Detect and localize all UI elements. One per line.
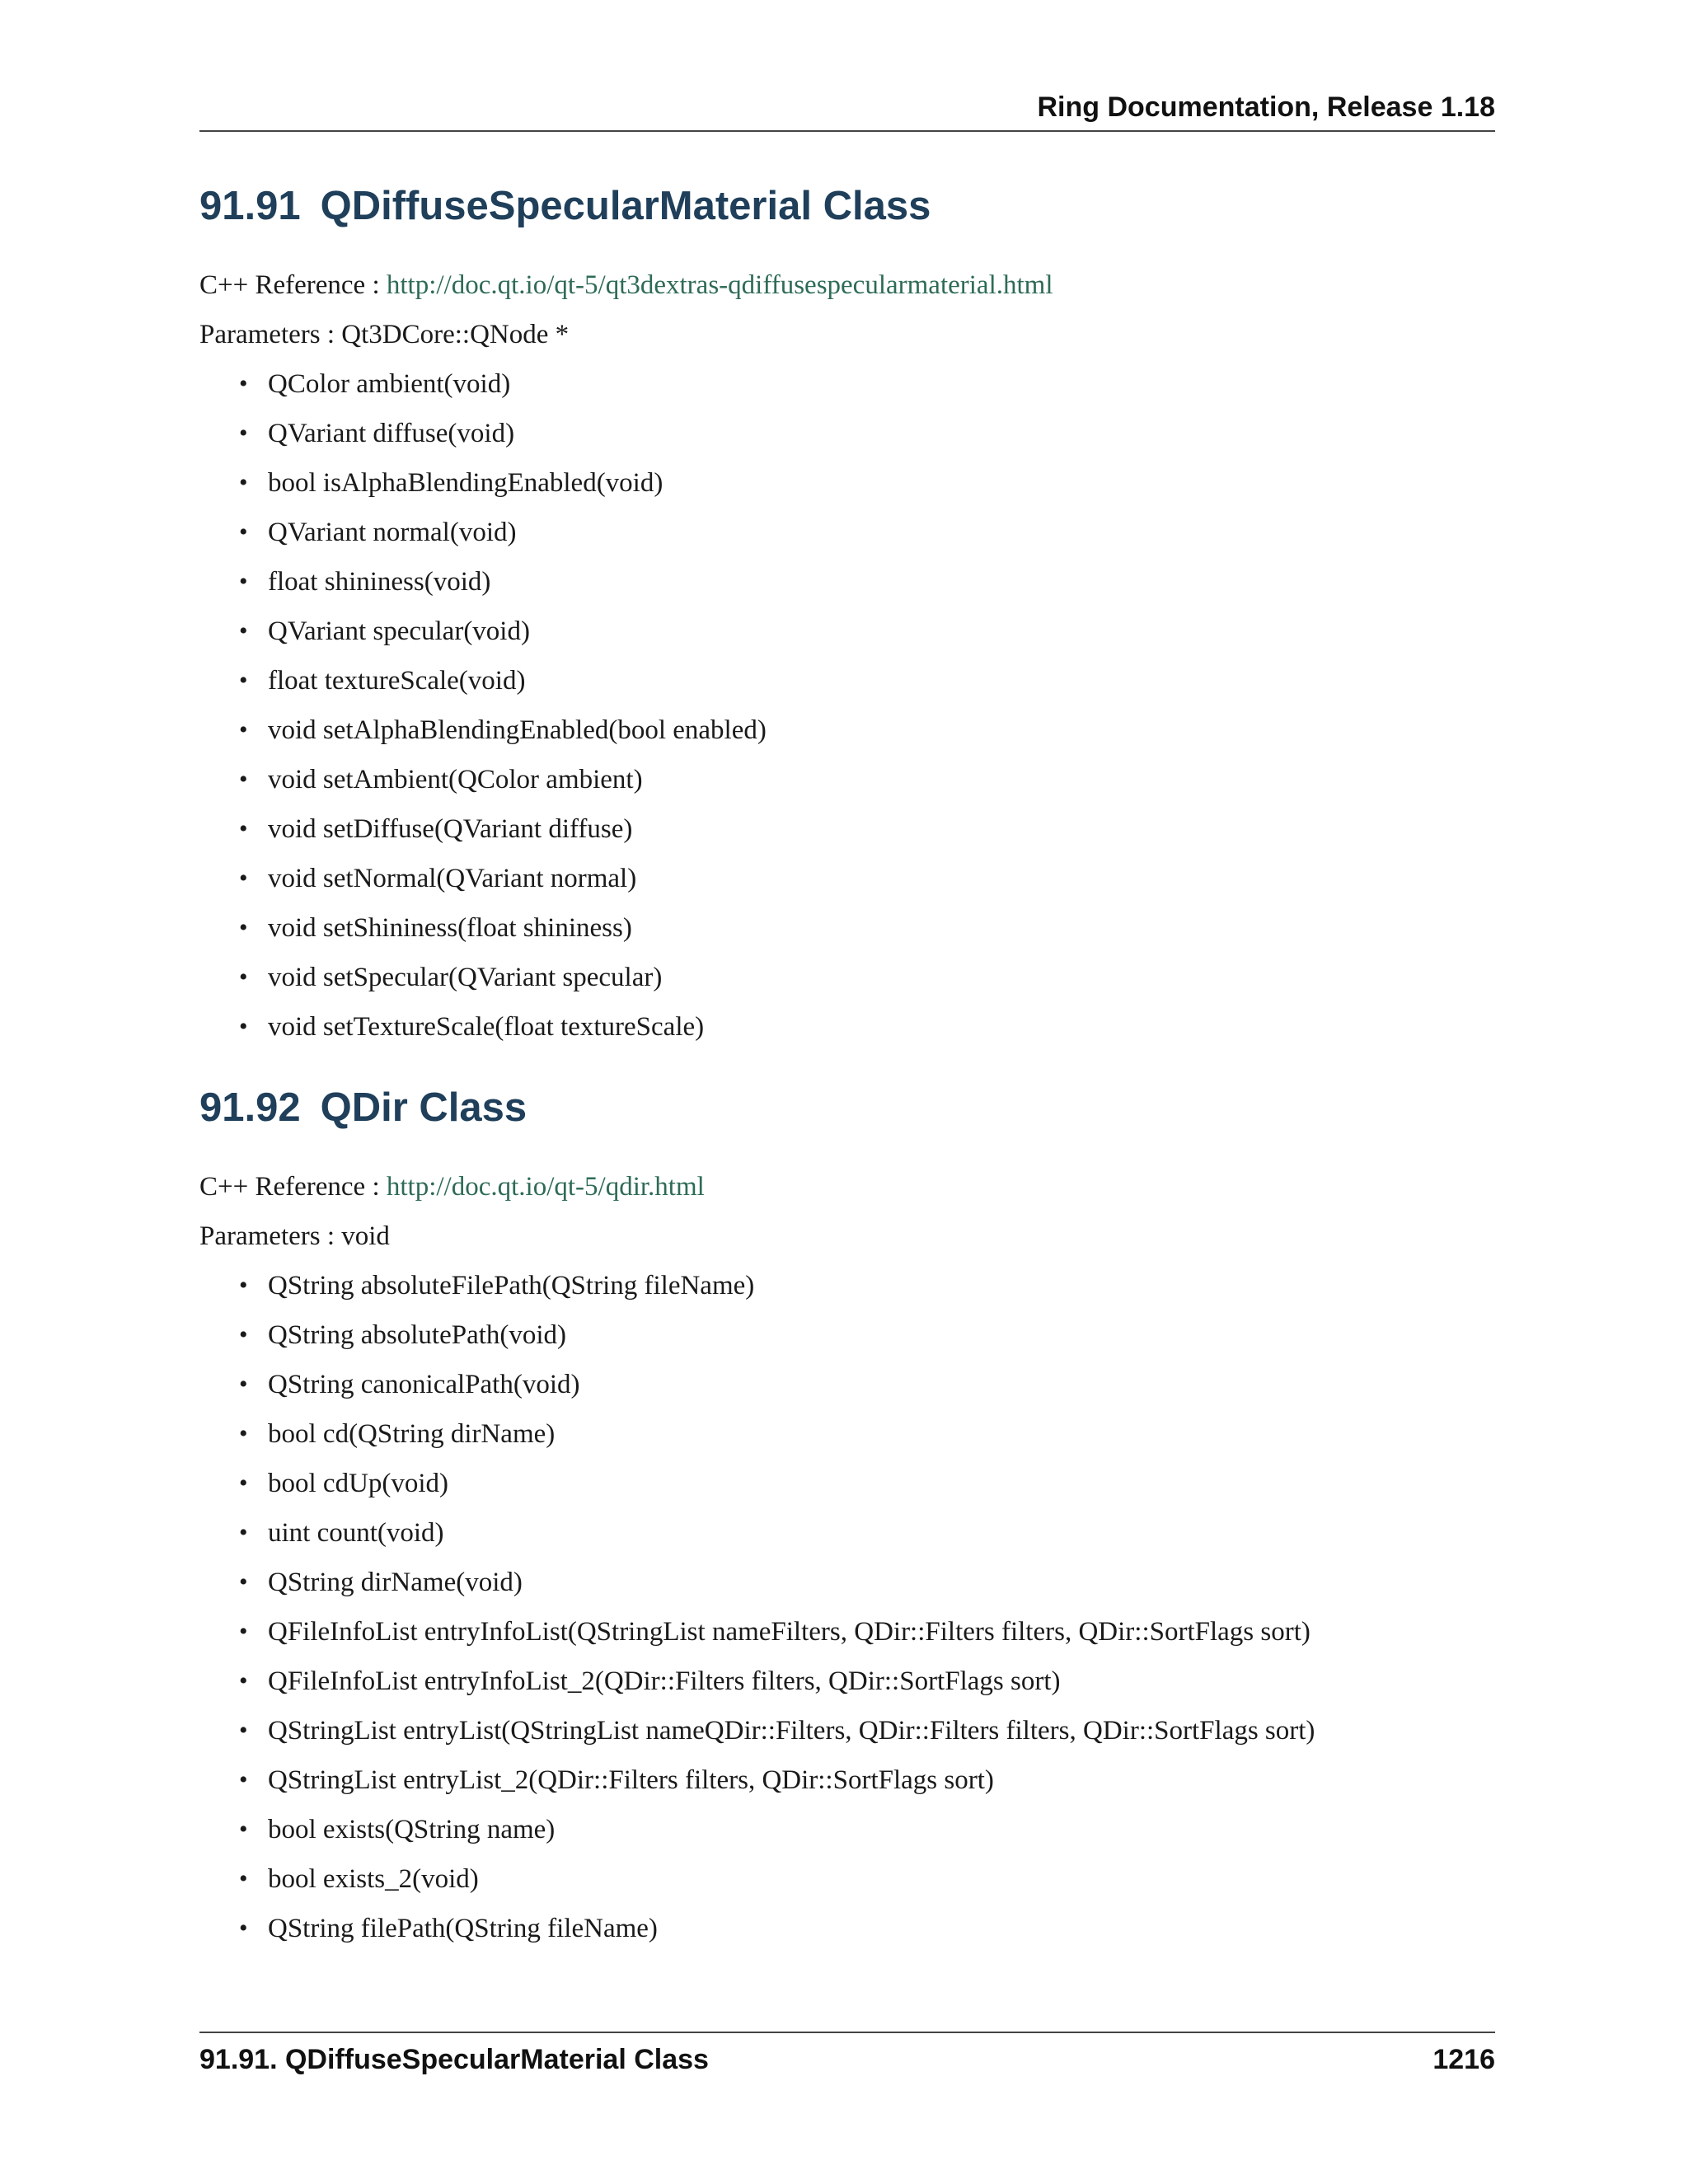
method-item: • QString canonicalPath(void) <box>268 1368 1495 1401</box>
method-item: • bool exists(QString name) <box>268 1813 1495 1846</box>
running-header <box>199 91 1495 132</box>
method-item: • void setAmbient(QColor ambient) <box>268 763 1495 796</box>
cpp-reference-label: C++ Reference : <box>199 270 387 300</box>
method-item: • void setDiffuse(QVariant diffuse) <box>268 813 1495 846</box>
section-heading <box>199 1083 1495 1132</box>
document-title: Ring Documentation, Release 1.18 <box>1037 91 1495 123</box>
running-footer <box>199 2032 1495 2074</box>
method-item: • QVariant normal(void) <box>268 516 1495 549</box>
section-title: QDiffuseSpecularMaterial Class <box>320 184 931 228</box>
method-item: • QVariant specular(void) <box>268 615 1495 648</box>
method-item: • QStringList entryList(QStringList nameQDir::Filters, QDir::Filters filters, QDir::SortFlags sort) <box>268 1714 1495 1747</box>
section-number: 91.92 <box>199 1085 301 1130</box>
cpp-reference <box>199 1170 1495 1203</box>
method-item: • QString filePath(QString fileName) <box>268 1912 1495 1945</box>
method-item: • QFileInfoList entryInfoList_2(QDir::Filters filters, QDir::SortFlags sort) <box>268 1665 1495 1698</box>
section-title: QDir Class <box>320 1085 528 1130</box>
page-content <box>199 181 1495 1961</box>
method-item: • uint count(void) <box>268 1516 1495 1549</box>
section-qdiffusespecularmaterial <box>199 181 1495 1043</box>
method-item: • void setSpecular(QVariant specular) <box>268 961 1495 994</box>
footer-section-title: 91.91. QDiffuseSpecularMaterial Class <box>199 2044 709 2075</box>
method-item: • QString absolutePath(void) <box>268 1319 1495 1352</box>
parameters-line: Parameters : void <box>199 1221 390 1251</box>
section-number: 91.91 <box>199 184 301 228</box>
cpp-reference-link[interactable]: http://doc.qt.io/qt-5/qt3dextras-qdiffusespecularmaterial.html <box>386 270 1053 300</box>
cpp-reference-link[interactable]: http://doc.qt.io/qt-5/qdir.html <box>386 1172 705 1202</box>
method-item: • void setShininess(float shininess) <box>268 912 1495 944</box>
parameters-line: Parameters : Qt3DCore::QNode * <box>199 320 570 349</box>
method-item: • bool exists_2(void) <box>268 1863 1495 1896</box>
cpp-reference-label: C++ Reference : <box>199 1172 387 1202</box>
method-item: • QColor ambient(void) <box>268 368 1495 401</box>
method-item: • float shininess(void) <box>268 565 1495 598</box>
method-item: • bool cd(QString dirName) <box>268 1418 1495 1451</box>
method-item: • QVariant diffuse(void) <box>268 417 1495 450</box>
method-item: • bool isAlphaBlendingEnabled(void) <box>268 466 1495 499</box>
section-qdir <box>199 1083 1495 1945</box>
method-item: • QStringList entryList_2(QDir::Filters filters, QDir::SortFlags sort) <box>268 1764 1495 1797</box>
cpp-reference <box>199 269 1495 302</box>
method-item: • void setNormal(QVariant normal) <box>268 862 1495 895</box>
section-heading <box>199 181 1495 231</box>
method-list <box>199 368 1495 1043</box>
page-number: 1216 <box>1432 2044 1495 2075</box>
method-item: • void setTextureScale(float textureScale) <box>268 1010 1495 1043</box>
method-list <box>199 1269 1495 1945</box>
method-item: • QString dirName(void) <box>268 1566 1495 1599</box>
method-item: • bool cdUp(void) <box>268 1467 1495 1500</box>
method-item: • QString absoluteFilePath(QString fileName) <box>268 1269 1495 1302</box>
method-item: • QFileInfoList entryInfoList(QStringList nameFilters, QDir::Filters filters, QDir::SortFlags sort) <box>268 1615 1495 1648</box>
method-item: • void setAlphaBlendingEnabled(bool enabled) <box>268 714 1495 747</box>
method-item: • float textureScale(void) <box>268 664 1495 697</box>
